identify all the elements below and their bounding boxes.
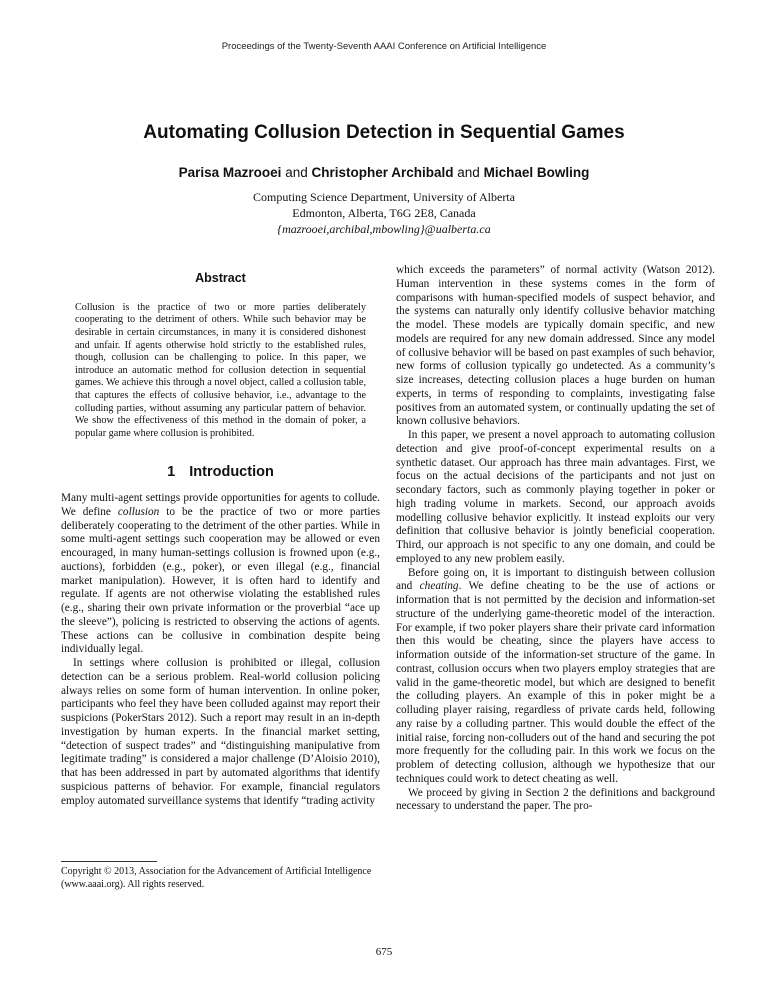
- author-name: Michael Bowling: [483, 165, 590, 180]
- intro-paragraph-3: which exceeds the parameters” of normal activity (Watson 2012). Human intervention in these systems comes in the form of comparisons with human-specified models of suspect behavior, and the systems can naturally only identify collusive behavior matching the model. These models are typically domain specific, and new models are required for any new domain addressed. Since any model of collusive behavior will be based on past examples of such behavior, new forms of collusion typically go undetected. As a community’s size increases, detecting collusion places a huge burden on human experts, in terms of responding to complaints, investigating false positives from an automated system, or continually updating the set of known collusive behaviors.: [396, 264, 715, 428]
- intro-paragraph-1: [61, 492, 380, 657]
- intro-paragraph-5: [396, 567, 715, 787]
- intro-paragraph-2: In settings where collusion is prohibited or illegal, collusion detection can be a serious problem. Real-world collusion policing always relies on some form of human intervention. In online poker, participants who feel they have been colluded against may report their suspicions (PokerStars 2012). Such a report may result in an in-depth investigation by human experts. In the financial market setting, “detection of suspect trades” and “distinguishing manipulative from legitimate trading” is considered a major challenge (D’Aloisio 2010), that has been addressed in part by automated algorithms that identify suspicious patterns of behavior. For example, financial regulators employ automated surveillance systems that identify “trading activity: [61, 657, 380, 807]
- text-run: to be the practice of two or more parties deliberately cooperating to the detriment of the other parties. While in some multi-agent settings such cooperation may be allowed or even encouraged, in many human-settings collusion is frowned upon (e.g., auctions), forbidden (e.g., poker), or even illegal (e.g., financial market manipulation). However, it is often hard to identify and regulate. If agents are not otherwise violating the established rules (e.g., sharing their own private information or the proverbial “ace up the sleeve”), policing is restricted to observing the actions of agents. These actions can be collusive in combination despite being individually legal.: [61, 505, 380, 656]
- section-heading-introduction: [61, 466, 380, 480]
- author-emails: {mazrooei,archibal,mbowling}@ualberta.ca: [277, 222, 491, 236]
- intro-paragraph-6: We proceed by giving in Section 2 the definitions and background necessary to understand the paper. The pro-: [396, 786, 715, 813]
- abstract-heading: Abstract: [195, 271, 246, 285]
- author-list: [0, 165, 768, 180]
- emphasis-collusion: collusion: [117, 505, 160, 518]
- affiliation-address: Edmonton, Alberta, T6G 2E8, Canada: [292, 206, 476, 220]
- left-column: [61, 272, 380, 808]
- emphasis-cheating: cheating: [419, 580, 459, 593]
- section-number: 1: [167, 464, 176, 481]
- affiliation-department: Computing Science Department, University of Alberta: [253, 190, 515, 204]
- author-name: Parisa Mazrooei: [178, 165, 282, 180]
- venue-header: Proceedings of the Twenty-Seventh AAAI Conference on Artificial Intelligence: [221, 41, 547, 52]
- abstract-text: Collusion is the practice of two or more parties deliberately cooperating to the detriment of others. While such behavior may be desirable in certain circumstances, in many it is considered dishonest and unfair. If agents otherwise hold strictly to the established rules, though, collusion can be challenging to police. In this paper, we introduce an automatic method for collusion detection in sequential games. We achieve this through a novel object, called a collusion table, that captures the effects of collusive behavior, i.e., advantage to the colluding parties, without assuming any particular pattern of behavior. We show the effectiveness of this method in the domain of poker, a popular game where collusion is prohibited.: [75, 301, 366, 439]
- paper-title: Automating Collusion Detection in Sequential Games: [143, 122, 625, 143]
- section-title: Introduction: [189, 464, 274, 481]
- text-run: Many multi-agent settings provide opportunities for agents to collude. We define: [61, 492, 380, 518]
- footnote-rule: [61, 861, 157, 862]
- right-column: [396, 264, 715, 814]
- author-name: Christopher Archibald: [311, 165, 454, 180]
- author-separator: and: [457, 165, 480, 180]
- text-run: . We define cheating to be the use of actions or information that is not permitted by the decision and information-set structure of the underlying game-theoretic model of the interaction. For example, if two poker players share their private card information then this would be cheating, since the players have access to information outside of the information-set structure of the game. In contrast, collusion occurs when two players employ strategies that are valid in the game-theoretic model, but which are designed to benefit the colluding players. An example of this in poker might be a colluding player raising, regardless of private cards held, following any raise by a colluding partner. This would double the effect of the initial raise, forcing non-colluders out of the hand and securing the pot more frequently for the colluding pair. In this work we focus on the problem of detecting collusion, although we hypothesize that our techniques could work to detect cheating as well.: [396, 580, 715, 785]
- copyright-text: Copyright © 2013, Association for the Advancement of Artificial Intelligence (www.aaai.org). All rights reserved.: [61, 866, 372, 890]
- text-run: Before going on, it is important to distinguish between collusion and: [396, 566, 715, 593]
- copyright-footnote: [61, 861, 380, 891]
- author-separator: and: [285, 165, 308, 180]
- affiliation: [0, 189, 768, 237]
- page-number: 675: [375, 946, 393, 958]
- intro-paragraph-4: In this paper, we present a novel approach to automating collusion detection and give proof-of-concept experimental results on a synthetic dataset. Our approach has three main advantages. First, we focus on the actual decisions of the participants and not just on secondary factors, such as commonly playing together in poker or high trading volume in markets. Second, our approach avoids modelling collusive behavior explicitly. It instead exploits our very definition that collusive behavior is jointly beneficial cooperation. Third, our approach is not specific to any one domain, and could be employed to any new problem easily.: [396, 429, 715, 565]
